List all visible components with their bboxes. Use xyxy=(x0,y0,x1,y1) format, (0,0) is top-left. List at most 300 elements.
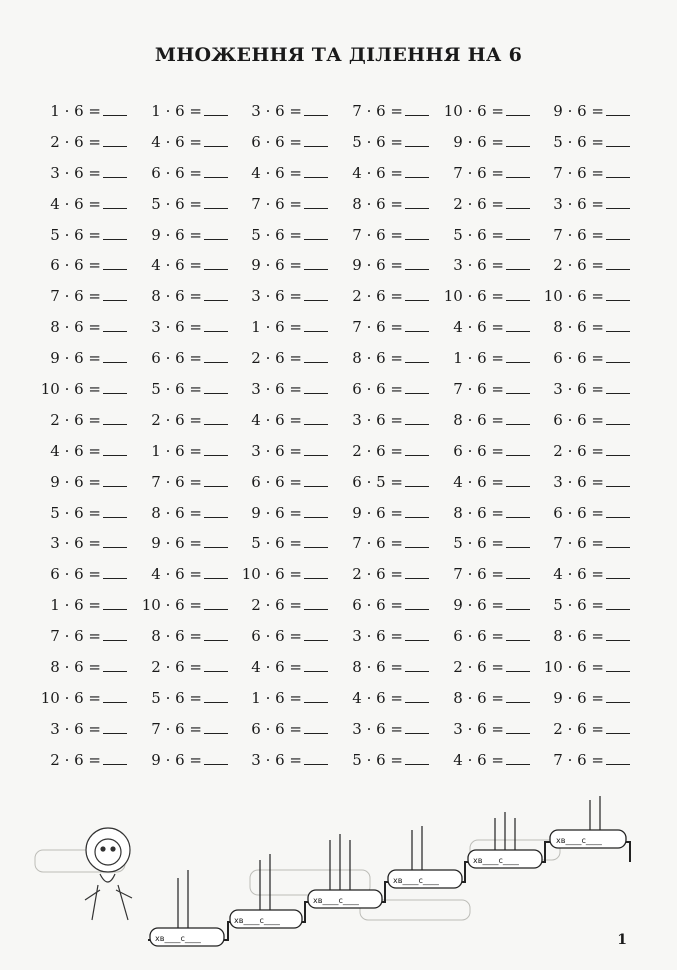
exercise-expression: 2 · 6 = xyxy=(553,719,604,738)
answer-blank[interactable] xyxy=(103,255,127,270)
answer-blank[interactable] xyxy=(606,255,630,270)
answer-blank[interactable] xyxy=(304,595,328,610)
answer-blank[interactable] xyxy=(204,163,228,178)
exercise-expression: 7 · 6 = xyxy=(352,225,403,244)
exercise xyxy=(236,163,336,182)
exercise-expression: 5 · 6 = xyxy=(553,132,604,151)
exercise xyxy=(337,657,437,676)
exercise-expression: 6 · 6 = xyxy=(251,472,302,491)
answer-blank[interactable] xyxy=(506,595,530,610)
exercise xyxy=(337,317,437,336)
answer-blank[interactable] xyxy=(204,194,228,209)
answer-blank[interactable] xyxy=(606,132,630,147)
answer-blank[interactable] xyxy=(506,317,530,332)
answer-blank[interactable] xyxy=(204,225,228,240)
answer-blank[interactable] xyxy=(606,410,630,425)
answer-blank[interactable] xyxy=(204,533,228,548)
answer-blank[interactable] xyxy=(103,286,127,301)
exercise xyxy=(236,750,336,769)
exercise xyxy=(136,163,236,182)
answer-blank[interactable] xyxy=(304,163,328,178)
answer-blank[interactable] xyxy=(304,255,328,270)
exercise-expression: 4 · 6 = xyxy=(352,163,403,182)
answer-blank[interactable] xyxy=(103,225,127,240)
answer-blank[interactable] xyxy=(606,657,630,672)
answer-blank[interactable] xyxy=(103,317,127,332)
exercise xyxy=(538,379,638,398)
exercise xyxy=(35,317,135,336)
answer-blank[interactable] xyxy=(304,286,328,301)
answer-blank[interactable] xyxy=(405,564,429,579)
exercise-expression: 6 · 5 = xyxy=(352,472,403,491)
answer-blank[interactable] xyxy=(606,595,630,610)
exercise xyxy=(35,657,135,676)
page-title: МНОЖЕННЯ ТА ДІЛЕННЯ НА 6 xyxy=(154,44,523,66)
exercise-expression: 4 · 6 = xyxy=(453,318,504,337)
exercise-expression: 7 · 6 = xyxy=(453,565,504,584)
answer-blank[interactable] xyxy=(606,225,630,240)
answer-blank[interactable] xyxy=(304,379,328,394)
exercise-expression: 9 · 6 = xyxy=(453,596,504,615)
answer-blank[interactable] xyxy=(405,503,429,518)
exercise-expression: 7 · 6 = xyxy=(453,163,504,182)
answer-blank[interactable] xyxy=(506,657,530,672)
exercise xyxy=(136,719,236,738)
exercise-expression: 8 · 6 = xyxy=(151,287,202,306)
answer-blank[interactable] xyxy=(405,657,429,672)
exercise xyxy=(438,410,538,429)
exercise-expression: 2 · 6 = xyxy=(50,410,101,429)
answer-blank[interactable] xyxy=(506,348,530,363)
exercise xyxy=(35,719,135,738)
exercise xyxy=(236,564,336,583)
exercise xyxy=(136,194,236,213)
exercise-expression: 6 · 6 = xyxy=(251,132,302,151)
answer-blank[interactable] xyxy=(103,626,127,641)
answer-blank[interactable] xyxy=(405,441,429,456)
exercise-expression: 5 · 6 = xyxy=(453,225,504,244)
answer-blank[interactable] xyxy=(506,441,530,456)
answer-blank[interactable] xyxy=(405,750,429,765)
exercise-expression: 6 · 6 = xyxy=(553,410,604,429)
exercise-expression: 2 · 6 = xyxy=(251,349,302,368)
exercise-expression: 4 · 6 = xyxy=(251,163,302,182)
answer-blank[interactable] xyxy=(405,317,429,332)
exercise-expression: 10 · 6 = xyxy=(543,658,604,677)
exercise xyxy=(337,163,437,182)
exercise-expression: 3 · 6 = xyxy=(352,719,403,738)
answer-blank[interactable] xyxy=(103,163,127,178)
exercise xyxy=(337,255,437,274)
exercise-expression: 6 · 6 = xyxy=(453,441,504,460)
exercise xyxy=(538,688,638,707)
exercise xyxy=(136,379,236,398)
answer-blank[interactable] xyxy=(304,533,328,548)
answer-blank[interactable] xyxy=(506,472,530,487)
exercise xyxy=(35,533,135,552)
exercise xyxy=(35,595,135,614)
exercise xyxy=(236,225,336,244)
answer-blank[interactable] xyxy=(204,657,228,672)
score-label: хв____с____ xyxy=(313,896,359,905)
answer-blank[interactable] xyxy=(506,719,530,734)
exercise-row xyxy=(35,595,635,626)
exercise xyxy=(236,132,336,151)
answer-blank[interactable] xyxy=(204,688,228,703)
exercise-expression: 1 · 6 = xyxy=(151,102,202,120)
answer-blank[interactable] xyxy=(204,595,228,610)
exercise xyxy=(538,750,638,769)
exercise-expression: 8 · 6 = xyxy=(352,658,403,677)
exercise xyxy=(438,317,538,336)
answer-blank[interactable] xyxy=(103,750,127,765)
answer-blank[interactable] xyxy=(103,472,127,487)
exercise xyxy=(35,194,135,213)
answer-blank[interactable] xyxy=(103,688,127,703)
exercise xyxy=(538,657,638,676)
answer-blank[interactable] xyxy=(405,225,429,240)
exercise xyxy=(136,286,236,305)
exercise xyxy=(136,132,236,151)
exercise xyxy=(236,317,336,336)
exercise-expression: 6 · 6 = xyxy=(453,627,504,646)
exercise-expression: 3 · 6 = xyxy=(553,472,604,491)
answer-blank[interactable] xyxy=(506,132,530,147)
exercise-expression: 10 · 6 = xyxy=(40,380,101,399)
answer-blank[interactable] xyxy=(606,750,630,765)
exercise-expression: 7 · 6 = xyxy=(352,318,403,337)
answer-blank[interactable] xyxy=(506,626,530,641)
exercise xyxy=(337,132,437,151)
answer-blank[interactable] xyxy=(304,750,328,765)
exercise-expression: 5 · 6 = xyxy=(251,534,302,553)
exercise-expression: 7 · 6 = xyxy=(50,627,101,646)
exercise-expression: 3 · 6 = xyxy=(50,534,101,553)
exercise-expression: 1 · 6 = xyxy=(453,349,504,368)
answer-blank[interactable] xyxy=(506,194,530,209)
exercise-expression: 3 · 6 = xyxy=(251,750,302,769)
exercise-grid xyxy=(35,101,635,781)
exercise-expression: 2 · 6 = xyxy=(352,565,403,584)
exercise-row xyxy=(35,225,635,256)
exercise xyxy=(136,472,236,491)
answer-blank[interactable] xyxy=(304,410,328,425)
answer-blank[interactable] xyxy=(606,441,630,456)
answer-blank[interactable] xyxy=(304,657,328,672)
exercise xyxy=(236,719,336,738)
answer-blank[interactable] xyxy=(506,379,530,394)
answer-blank[interactable] xyxy=(606,503,630,518)
exercise xyxy=(236,101,336,120)
exercise-expression: 5 · 6 = xyxy=(553,596,604,615)
exercise xyxy=(538,286,638,305)
answer-blank[interactable] xyxy=(103,719,127,734)
exercise xyxy=(337,286,437,305)
answer-blank[interactable] xyxy=(506,101,530,116)
exercise-expression: 9 · 6 = xyxy=(553,102,604,120)
exercise xyxy=(136,503,236,522)
answer-blank[interactable] xyxy=(103,379,127,394)
exercise-expression: 8 · 6 = xyxy=(453,503,504,522)
exercise-expression: 3 · 6 = xyxy=(50,719,101,738)
lion-cub-icon xyxy=(85,828,132,920)
answer-blank[interactable] xyxy=(103,441,127,456)
exercise xyxy=(438,657,538,676)
exercise-expression: 7 · 6 = xyxy=(553,534,604,553)
exercise-expression: 9 · 6 = xyxy=(352,256,403,275)
exercise-expression: 1 · 6 = xyxy=(50,596,101,615)
answer-blank[interactable] xyxy=(606,626,630,641)
answer-blank[interactable] xyxy=(405,410,429,425)
answer-blank[interactable] xyxy=(405,533,429,548)
answer-blank[interactable] xyxy=(606,688,630,703)
exercise xyxy=(35,163,135,182)
exercise-expression: 1 · 6 = xyxy=(50,102,101,120)
exercise-expression: 2 · 6 = xyxy=(151,410,202,429)
exercise xyxy=(438,626,538,645)
answer-blank[interactable] xyxy=(204,719,228,734)
answer-blank[interactable] xyxy=(103,564,127,579)
exercise xyxy=(438,163,538,182)
answer-blank[interactable] xyxy=(405,132,429,147)
exercise-expression: 9 · 6 = xyxy=(151,225,202,244)
exercise xyxy=(438,472,538,491)
answer-blank[interactable] xyxy=(103,101,127,116)
answer-blank[interactable] xyxy=(606,564,630,579)
answer-blank[interactable] xyxy=(304,132,328,147)
exercise-expression: 8 · 6 = xyxy=(151,627,202,646)
exercise-expression: 9 · 6 = xyxy=(251,503,302,522)
answer-blank[interactable] xyxy=(606,719,630,734)
answer-blank[interactable] xyxy=(304,719,328,734)
exercise xyxy=(337,595,437,614)
exercise xyxy=(136,657,236,676)
exercise xyxy=(538,348,638,367)
exercise xyxy=(35,255,135,274)
exercise xyxy=(438,564,538,583)
answer-blank[interactable] xyxy=(204,379,228,394)
exercise-expression: 4 · 6 = xyxy=(352,688,403,707)
exercise-expression: 7 · 6 = xyxy=(453,380,504,399)
exercise xyxy=(236,194,336,213)
answer-blank[interactable] xyxy=(204,564,228,579)
exercise xyxy=(538,626,638,645)
answer-blank[interactable] xyxy=(204,101,228,116)
exercise-row xyxy=(35,503,635,534)
exercise-expression: 7 · 6 = xyxy=(50,287,101,306)
answer-blank[interactable] xyxy=(204,750,228,765)
answer-blank[interactable] xyxy=(304,626,328,641)
exercise xyxy=(136,225,236,244)
page-number: 1 xyxy=(617,932,627,948)
exercise-expression: 3 · 6 = xyxy=(453,719,504,738)
exercise xyxy=(136,626,236,645)
answer-blank[interactable] xyxy=(405,286,429,301)
exercise xyxy=(136,255,236,274)
answer-blank[interactable] xyxy=(204,410,228,425)
exercise xyxy=(538,101,638,120)
exercise-row xyxy=(35,194,635,225)
answer-blank[interactable] xyxy=(405,626,429,641)
answer-blank[interactable] xyxy=(405,379,429,394)
answer-blank[interactable] xyxy=(204,255,228,270)
answer-blank[interactable] xyxy=(204,626,228,641)
answer-blank[interactable] xyxy=(405,719,429,734)
answer-blank[interactable] xyxy=(506,564,530,579)
exercise xyxy=(538,719,638,738)
exercise-expression: 2 · 6 = xyxy=(553,256,604,275)
answer-blank[interactable] xyxy=(405,163,429,178)
exercise xyxy=(136,410,236,429)
answer-blank[interactable] xyxy=(103,132,127,147)
answer-blank[interactable] xyxy=(506,286,530,301)
exercise xyxy=(35,132,135,151)
exercise-expression: 8 · 6 = xyxy=(453,688,504,707)
answer-blank[interactable] xyxy=(606,286,630,301)
exercise xyxy=(236,441,336,460)
answer-blank[interactable] xyxy=(103,194,127,209)
answer-blank[interactable] xyxy=(103,533,127,548)
exercise-expression: 3 · 6 = xyxy=(553,380,604,399)
exercise-expression: 9 · 6 = xyxy=(553,688,604,707)
answer-blank[interactable] xyxy=(506,503,530,518)
exercise xyxy=(337,688,437,707)
exercise-expression: 4 · 6 = xyxy=(151,565,202,584)
exercise xyxy=(337,348,437,367)
answer-blank[interactable] xyxy=(606,194,630,209)
exercise-expression: 9 · 6 = xyxy=(50,349,101,368)
answer-blank[interactable] xyxy=(304,348,328,363)
answer-blank[interactable] xyxy=(103,595,127,610)
exercise-expression: 2 · 6 = xyxy=(453,194,504,213)
exercise-expression: 3 · 6 = xyxy=(251,102,302,120)
answer-blank[interactable] xyxy=(204,317,228,332)
exercise-expression: 7 · 6 = xyxy=(352,534,403,553)
exercise xyxy=(136,441,236,460)
answer-blank[interactable] xyxy=(103,348,127,363)
answer-blank[interactable] xyxy=(606,101,630,116)
exercise xyxy=(337,441,437,460)
exercise xyxy=(337,472,437,491)
exercise xyxy=(136,317,236,336)
answer-blank[interactable] xyxy=(405,348,429,363)
answer-blank[interactable] xyxy=(506,750,530,765)
exercise-expression: 2 · 6 = xyxy=(553,441,604,460)
exercise xyxy=(35,225,135,244)
exercise xyxy=(35,101,135,120)
exercise xyxy=(538,163,638,182)
exercise-expression: 7 · 6 = xyxy=(151,472,202,491)
answer-blank[interactable] xyxy=(606,533,630,548)
exercise xyxy=(337,379,437,398)
answer-blank[interactable] xyxy=(304,101,328,116)
answer-blank[interactable] xyxy=(405,472,429,487)
exercise-expression: 2 · 6 = xyxy=(352,441,403,460)
answer-blank[interactable] xyxy=(606,472,630,487)
answer-blank[interactable] xyxy=(606,348,630,363)
exercise xyxy=(538,533,638,552)
exercise xyxy=(438,688,538,707)
exercise xyxy=(337,410,437,429)
exercise xyxy=(35,348,135,367)
answer-blank[interactable] xyxy=(103,657,127,672)
exercise xyxy=(337,101,437,120)
exercise-expression: 2 · 6 = xyxy=(50,132,101,151)
answer-blank[interactable] xyxy=(304,503,328,518)
exercise-expression: 1 · 6 = xyxy=(251,688,302,707)
answer-blank[interactable] xyxy=(606,379,630,394)
answer-blank[interactable] xyxy=(103,503,127,518)
exercise-expression: 4 · 6 = xyxy=(151,256,202,275)
exercise-expression: 3 · 6 = xyxy=(251,287,302,306)
exercise xyxy=(35,441,135,460)
answer-blank[interactable] xyxy=(506,410,530,425)
exercise-expression: 6 · 6 = xyxy=(151,163,202,182)
exercise xyxy=(236,657,336,676)
exercise xyxy=(236,348,336,367)
answer-blank[interactable] xyxy=(506,688,530,703)
answer-blank[interactable] xyxy=(506,255,530,270)
answer-blank[interactable] xyxy=(304,317,328,332)
answer-blank[interactable] xyxy=(103,410,127,425)
answer-blank[interactable] xyxy=(405,194,429,209)
exercise-expression: 5 · 6 = xyxy=(151,194,202,213)
exercise-expression: 6 · 6 = xyxy=(251,627,302,646)
answer-blank[interactable] xyxy=(304,441,328,456)
exercise-expression: 9 · 6 = xyxy=(453,132,504,151)
answer-blank[interactable] xyxy=(204,132,228,147)
exercise-expression: 3 · 6 = xyxy=(251,441,302,460)
answer-blank[interactable] xyxy=(204,348,228,363)
answer-blank[interactable] xyxy=(304,225,328,240)
exercise-expression: 1 · 6 = xyxy=(151,441,202,460)
exercise-expression: 9 · 6 = xyxy=(251,256,302,275)
exercise xyxy=(35,286,135,305)
exercise xyxy=(236,286,336,305)
exercise-expression: 10 · 6 = xyxy=(40,688,101,707)
exercise-expression: 4 · 6 = xyxy=(50,194,101,213)
answer-blank[interactable] xyxy=(204,286,228,301)
exercise-expression: 5 · 6 = xyxy=(151,688,202,707)
answer-blank[interactable] xyxy=(405,101,429,116)
exercise xyxy=(438,255,538,274)
answer-blank[interactable] xyxy=(304,194,328,209)
exercise-expression: 4 · 6 = xyxy=(151,132,202,151)
answer-blank[interactable] xyxy=(405,688,429,703)
answer-blank[interactable] xyxy=(304,472,328,487)
answer-blank[interactable] xyxy=(506,225,530,240)
answer-blank[interactable] xyxy=(405,255,429,270)
exercise xyxy=(236,626,336,645)
answer-blank[interactable] xyxy=(506,163,530,178)
score-label: хв____с____ xyxy=(393,876,439,885)
exercise-expression: 5 · 6 = xyxy=(251,225,302,244)
answer-blank[interactable] xyxy=(405,595,429,610)
answer-blank[interactable] xyxy=(506,533,530,548)
exercise xyxy=(538,472,638,491)
answer-blank[interactable] xyxy=(606,317,630,332)
exercise-expression: 2 · 6 = xyxy=(151,658,202,677)
exercise xyxy=(337,750,437,769)
answer-blank[interactable] xyxy=(204,503,228,518)
answer-blank[interactable] xyxy=(304,564,328,579)
answer-blank[interactable] xyxy=(204,472,228,487)
answer-blank[interactable] xyxy=(606,163,630,178)
answer-blank[interactable] xyxy=(304,688,328,703)
exercise-expression: 2 · 6 = xyxy=(352,287,403,306)
answer-blank[interactable] xyxy=(204,441,228,456)
exercise xyxy=(538,503,638,522)
